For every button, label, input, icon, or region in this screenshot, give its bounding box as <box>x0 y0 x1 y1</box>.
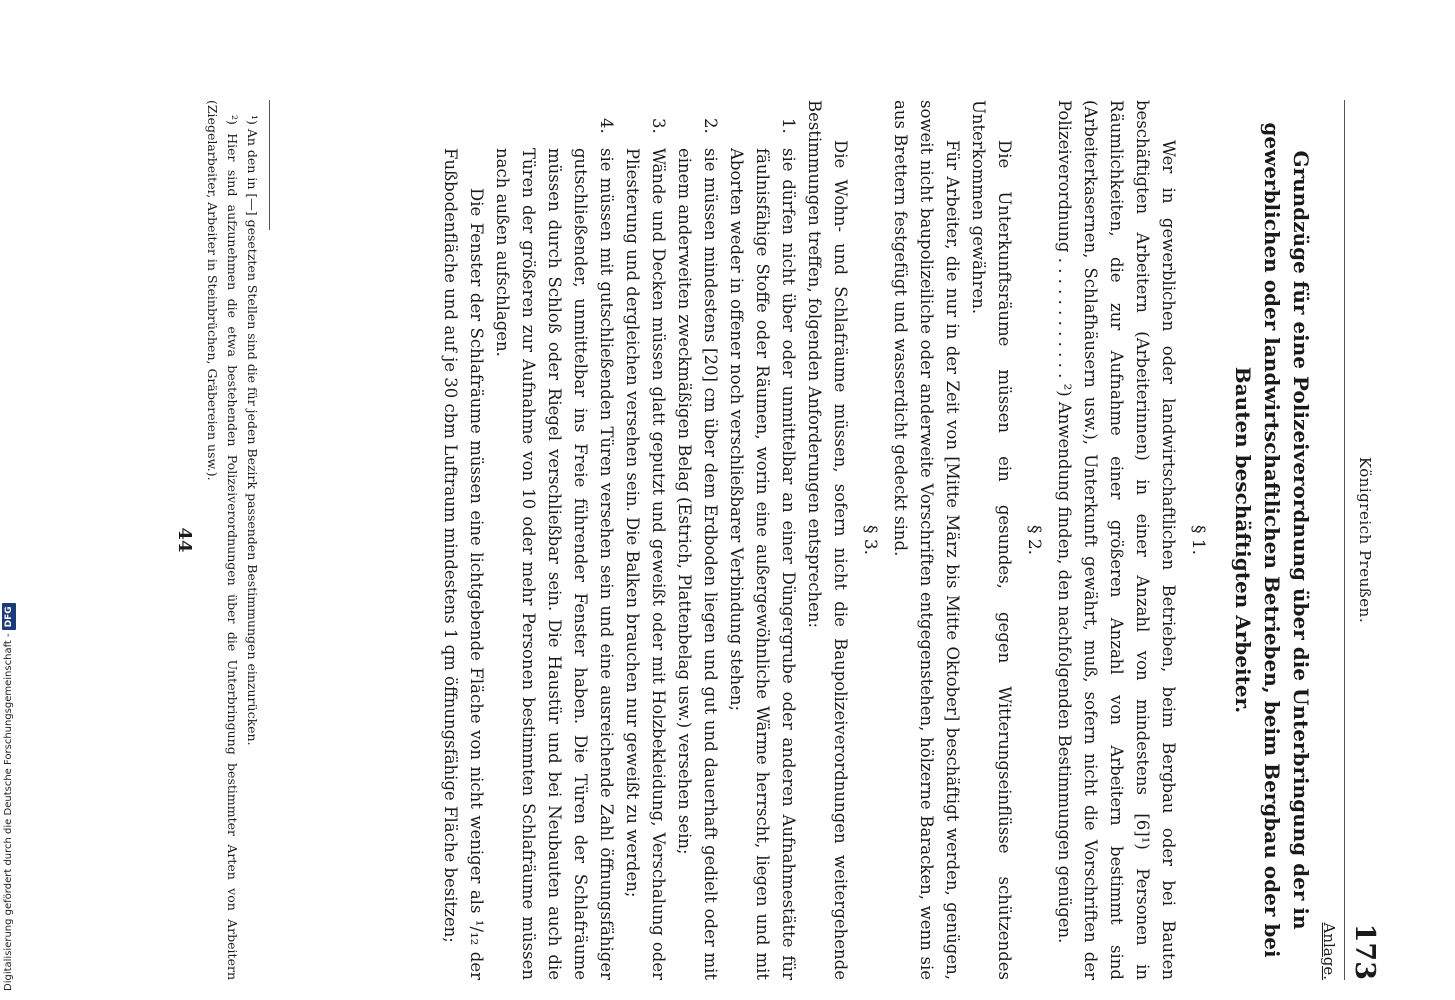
list-item <box>437 100 619 980</box>
list-item-number: 2. <box>701 118 720 134</box>
list-item-text: sie müssen mit gutschließenden Türen versehen sein und eine ausreichende Zahl öffnungsfähiger gutschließender, unmittelbar ins Freie führender Fenster haben. Die Türen der Schlafräume müssen durch Schloß oder Riegel verschließbar sein. Die Haustür und bei Neubauten auch die Türen der größeren zur Aufnahme von 10 oder mehr Personen bestimmten Schlafräume müssen nach außen aufschlagen. <box>493 148 616 980</box>
list-item-number: 1. <box>779 118 798 134</box>
footnote-2: ²) Hier sind aufzunehmen die etwa bestehenden Polizeiverordnungen über die Unterbringung bestimmter Arten von Arbeitern (Ziegelarbeiter, Arbeiter in Steinbrüchen, Gräbereien usw.). <box>205 100 240 980</box>
list-item-text: Wände und Decken müssen glatt geputzt und geweißt oder mit Holzbekleidung, Verschalung oder Pliesterung und dergleichen versehen sein. Die Balken brauchen nur geweißt zu werden; <box>623 148 668 980</box>
signature-mark: 44 <box>174 527 195 553</box>
page-header <box>1340 100 1380 980</box>
header-rule <box>1344 100 1345 980</box>
anlage-label: Anlage. <box>1320 922 1338 980</box>
section-2-paragraph-1: Die Unterkunftsräume müssen ein gesundes, gegen Witterungseinflüsse schützendes Unterkommen gewähren. <box>969 100 1014 980</box>
list-item-text: sie müssen mindestens [20] cm über dem Erdboden liegen und gut und dauerhaft gedielt oder mit einem anderweiten zweckmäßigen Belag (Estrich, Plattenbelag usw.) versehen sein; <box>675 148 720 980</box>
dfg-logo: DFG <box>2 603 16 630</box>
section-3-heading: § 3. <box>860 524 880 556</box>
footnote-1: ¹) An den in [—] gesetzten Stellen sind die für jeden Bezirk passenden Bestimmungen einzurücken. <box>245 115 260 746</box>
page-number: 173 <box>1349 923 1380 980</box>
section-2-paragraph-2: Für Arbeiter, die nur in der Zeit von [Mitte März bis Mitte Oktober] beschäftigt werden, genügen, soweit nicht baupolizeiliche oder anderweite Vorschriften entgegenstehen, hölzerne Baracken, wenn sie aus Brettern festgefügt und wasserdicht gedeckt sind. <box>891 100 962 980</box>
document-title: Grundzüge für eine Polizeiverordnung über die Unterbringung der in gewerblichen oder landwirtschaftlichen Betrieben, beim Bergbau oder bei Bauten beschäftigten Arbeiter. <box>1231 122 1313 958</box>
document-page <box>95 100 1395 980</box>
list-item-number: 4. <box>597 118 616 134</box>
section-3-list <box>437 100 801 980</box>
footnotes <box>202 100 262 980</box>
section-3-intro: Die Wohn- und Schlafräume müssen, sofern nicht die Baupolizeiverordnungen weitergehende Bestimmungen treffen, folgenden Anforderungen entsprechen: <box>805 100 850 980</box>
list-item-continuation: Die Fenster der Schlafräume müssen eine lichtgebende Fläche von nicht weniger als ¹/₁₂ der Fußbodenfläche und auf je 30 cbm Luftraum mindestens 1 qm öffnungsfähige Fläche besitzen; <box>441 148 486 980</box>
list-item <box>619 100 671 980</box>
digitization-note-text: Digitalisierung gefördert durch die Deutsche Forschungsgemeinschaft - <box>3 633 14 991</box>
digitization-note-text-wrapper <box>0 603 17 991</box>
footnote-rule <box>269 100 270 230</box>
section-1-text: Wer in gewerblichen oder landwirtschaftlichen Betrieben, beim Bergbau oder bei Bauten beschäftigten Arbeitern (Arbeiterinnen) in einer Anzahl von mindestens [6]¹) Personen in Räumlichkeiten, die zur Aufnahme einer größeren Anzahl von Arbeitern bestimmt sind (Arbeiterkasernen, Schlafhäusern usw.), Unterkunft gewährt, muß, sofern nicht die Vorschriften der Polizeiverordnung . . . . . . . . . . . . ²) Anwendung finden, den nachfolgenden Bestimmungen genügen. <box>1055 100 1178 980</box>
section-2-heading: § 2. <box>1024 524 1044 556</box>
list-item <box>671 100 723 980</box>
digitization-note <box>0 603 17 991</box>
list-item-text: sie dürfen nicht über oder unmittelbar an einer Düngergrube oder anderen Aufnahmestätte für fäulnisfähige Stoffe oder Räumen, worin eine außergewöhnliche Wärme herrscht, liegen und mit Aborten weder in offener noch verschließbarer Verbindung stehen; <box>727 148 798 980</box>
list-item-number: 3. <box>649 118 668 134</box>
list-item <box>723 100 801 980</box>
section-1-heading: § 1. <box>1188 524 1208 556</box>
document-body <box>437 100 1215 980</box>
running-head: Königreich Preußen. <box>1356 456 1374 624</box>
